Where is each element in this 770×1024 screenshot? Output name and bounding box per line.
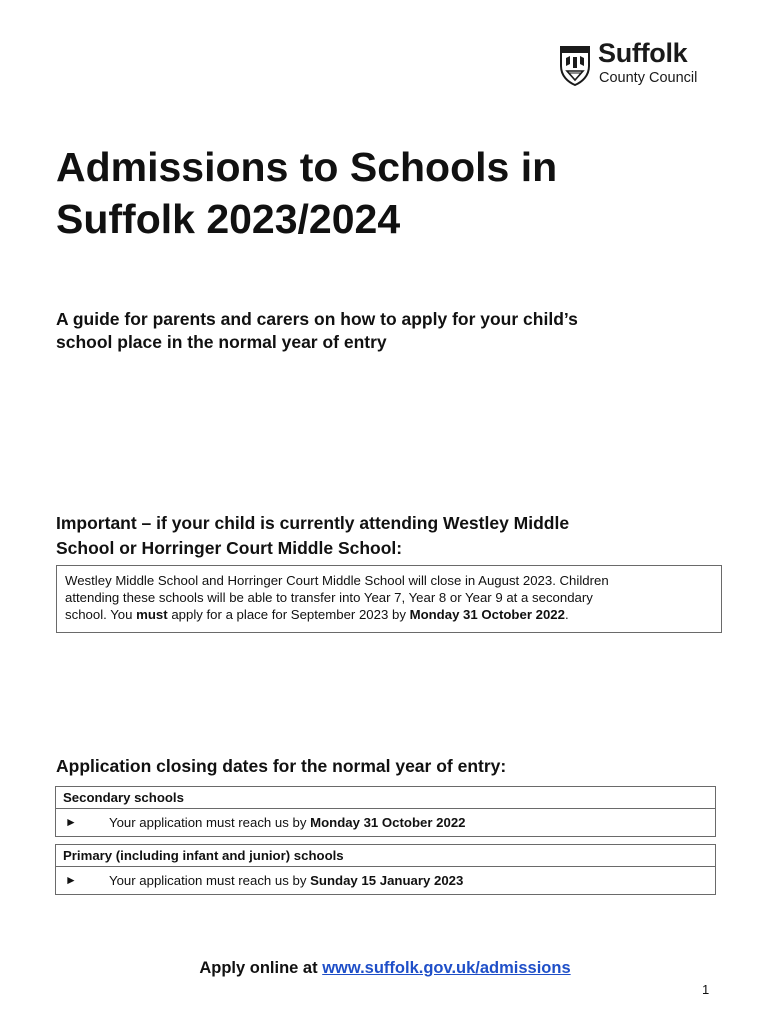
page-number: 1 (702, 982, 710, 997)
primary-deadline-date: Sunday 15 January 2023 (310, 873, 464, 888)
primary-schools-label: Primary (including infant and junior) schools (56, 845, 715, 867)
arrow-right-icon: ► (65, 873, 77, 887)
primary-schools-row (56, 867, 715, 894)
page-subtitle-line-2: school place in the normal year of entry (56, 332, 387, 352)
suffolk-county-council-logo (558, 40, 718, 90)
admissions-link[interactable]: www.suffolk.gov.uk/admissions (322, 959, 571, 977)
page-subtitle (56, 308, 736, 354)
important-notice-box (56, 565, 722, 633)
apply-online-line (0, 959, 770, 978)
notice-line-2: attending these schools will be able to transfer into Year 7, Year 8 or Year 9 at a secondary (65, 590, 593, 605)
closing-dates-heading: Application closing dates for the normal year of entry: (56, 756, 507, 776)
primary-schools-text (109, 867, 463, 894)
notice-line-3 (65, 607, 569, 622)
notice-line-3-middle: apply for a place for September 2023 by (167, 607, 410, 622)
secondary-deadline-text: Your application must reach us by (109, 815, 311, 830)
important-heading (56, 511, 736, 561)
logo-name: Suffolk (598, 38, 688, 68)
primary-deadline-text: Your application must reach us by (109, 873, 311, 888)
primary-schools-box (55, 844, 716, 895)
secondary-deadline-date: Monday 31 October 2022 (310, 815, 466, 830)
notice-must: must (136, 607, 168, 622)
secondary-schools-text (109, 809, 466, 836)
suffolk-crest-icon (558, 44, 592, 86)
page-title-line-2: Suffolk 2023/2024 (56, 196, 401, 242)
page-title (56, 141, 716, 245)
logo-subtitle: County Council (599, 70, 698, 86)
notice-line-3-start: school. You (65, 607, 137, 622)
secondary-schools-label: Secondary schools (56, 787, 715, 809)
important-heading-line-1: Important – if your child is currently attending Westley Middle (56, 513, 570, 533)
page-title-line-1: Admissions to Schools in (56, 144, 558, 190)
apply-online-prefix: Apply online at (199, 959, 323, 977)
important-heading-line-2: School or Horringer Court Middle School: (56, 538, 403, 558)
arrow-right-icon: ► (65, 815, 77, 829)
notice-deadline: Monday 31 October 2022 (409, 607, 565, 622)
secondary-schools-row (56, 809, 715, 836)
notice-line-3-end: . (564, 607, 569, 622)
secondary-schools-box (55, 786, 716, 837)
notice-line-1: Westley Middle School and Horringer Court Middle School will close in August 2023. Children (65, 573, 609, 588)
page-subtitle-line-1: A guide for parents and carers on how to apply for your child’s (56, 309, 578, 329)
